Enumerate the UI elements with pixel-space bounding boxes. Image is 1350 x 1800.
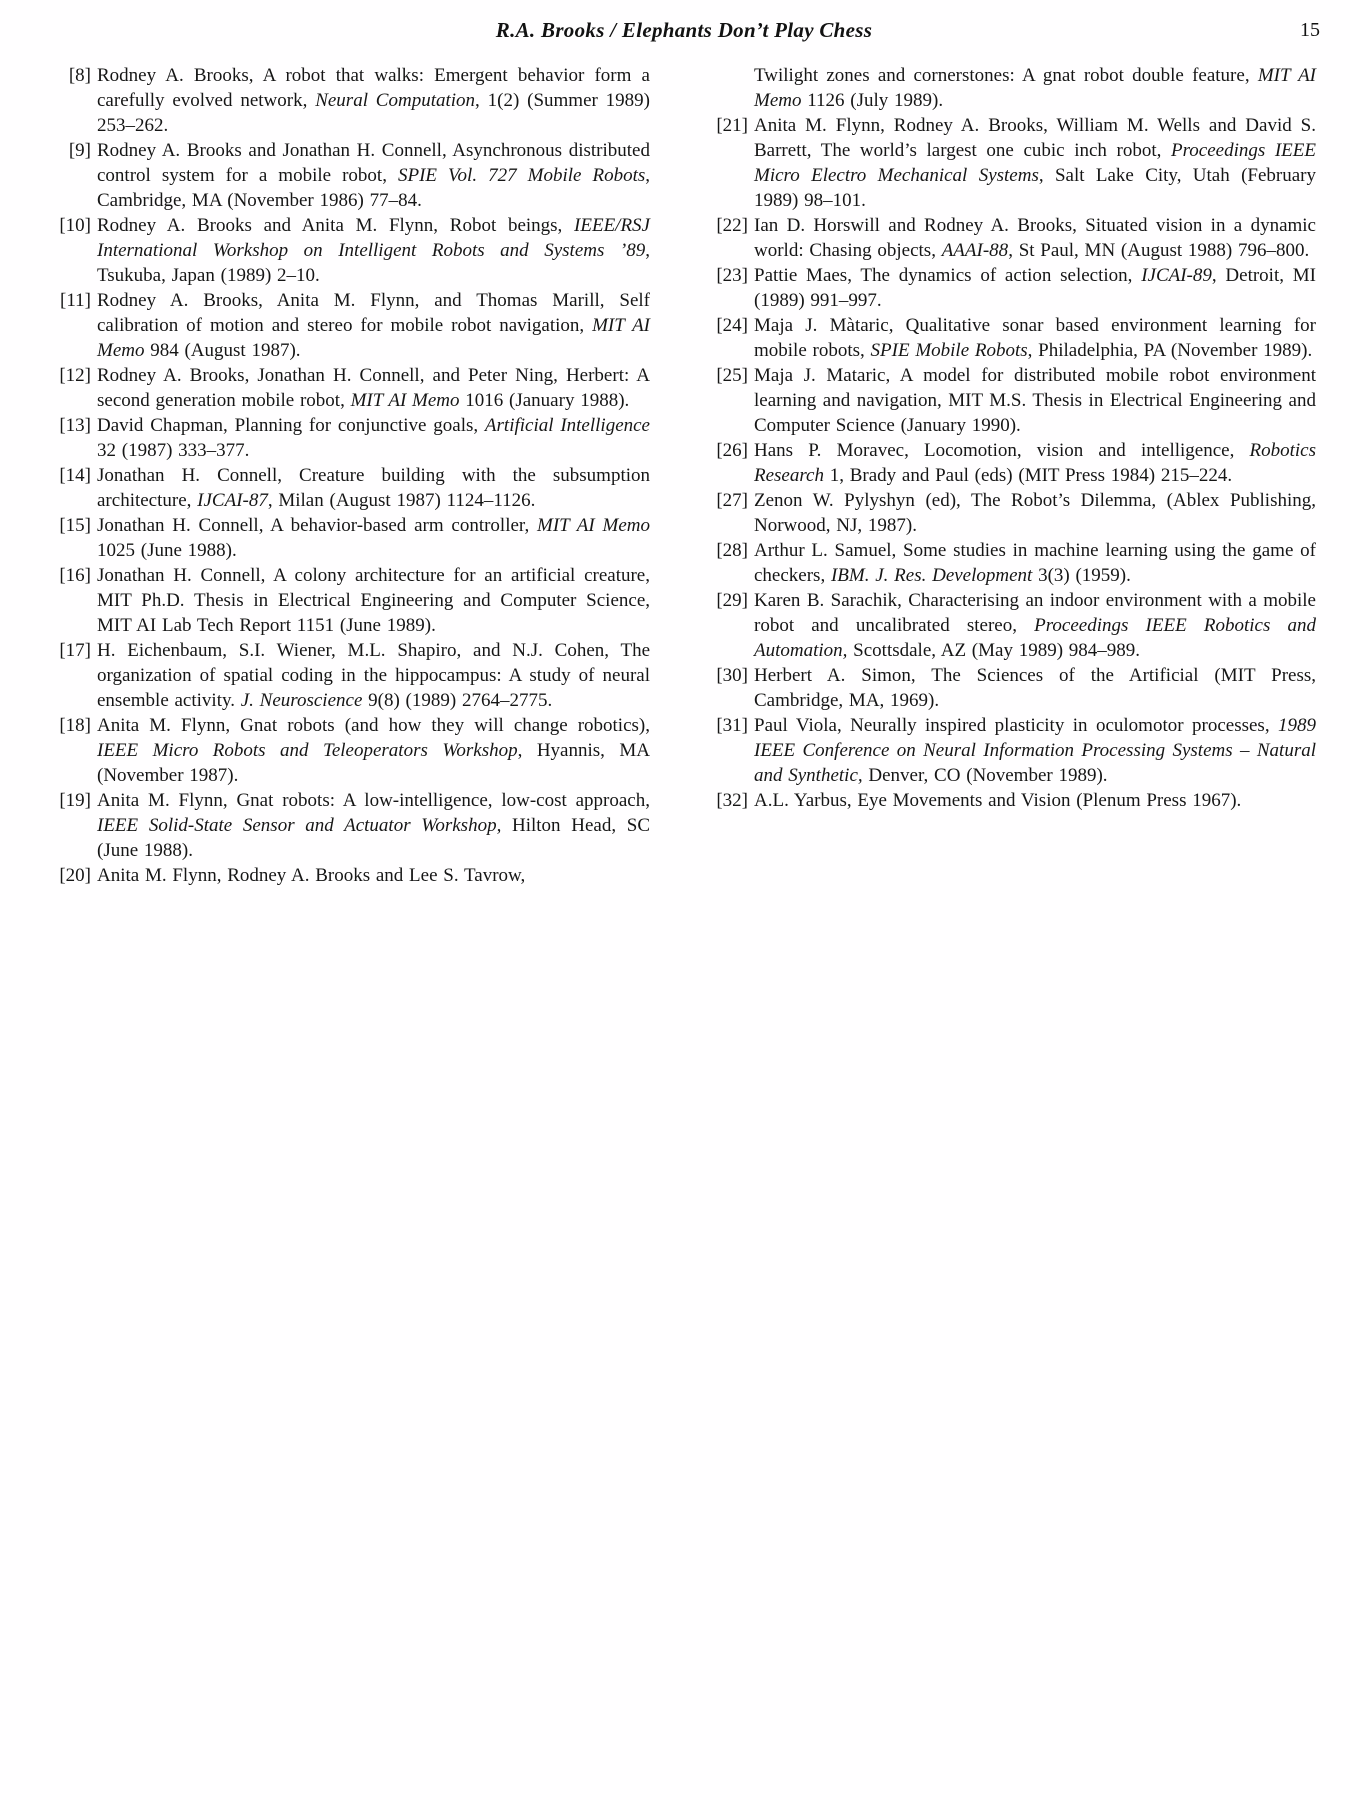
reference-text: Anita M. Flynn, Rodney A. Brooks, William M. Wells and David S. Barrett, The world’s largest one cubic inch robot, Proceedings IEEE Micro Electro Mechanical Systems, Salt Lake City, Utah (February 1989) 98–101. — [754, 115, 1317, 211]
reference-item — [58, 713, 650, 788]
reference-number: [29] — [716, 590, 748, 611]
reference-number: [23] — [716, 265, 748, 286]
reference-text: Twilight zones and cornerstones: A gnat robot double feature, MIT AI Memo 1126 (July 1989). — [754, 65, 1317, 111]
reference-text: Zenon W. Pylyshyn (ed), The Robot’s Dilemma, (Ablex Publishing, Norwood, NJ, 1987). — [754, 490, 1316, 536]
reference-item — [58, 213, 650, 288]
reference-text: Karen B. Sarachik, Characterising an indoor environment with a mobile robot and uncalibrated stereo, Proceedings IEEE Robotics and Automation, Scottsdale, AZ (May 1989) 984–989. — [754, 590, 1316, 661]
reference-text: Arthur L. Samuel, Some studies in machine learning using the game of checkers, IBM. J. Res. Development 3(3) (1959). — [754, 540, 1316, 586]
reference-text: Maja J. Màtaric, Qualitative sonar based environment learning for mobile robots, SPIE Mobile Robots, Philadelphia, PA (November 1989). — [754, 315, 1316, 361]
reference-text: Anita M. Flynn, Rodney A. Brooks and Lee S. Tavrow, — [97, 865, 526, 886]
references-column-left — [58, 63, 650, 888]
reference-text: Jonathan H. Connell, A behavior-based arm controller, MIT AI Memo 1025 (June 1988). — [97, 515, 650, 561]
reference-number: [19] — [59, 790, 91, 811]
reference-number: [8] — [68, 65, 91, 86]
reference-item — [58, 413, 650, 463]
reference-item — [715, 113, 1316, 213]
reference-text: H. Eichenbaum, S.I. Wiener, M.L. Shapiro, and N.J. Cohen, The organization of spatial coding in the hippocampus: A study of neural ensemble activity. J. Neuroscience 9(8) (1989) 2764–2775. — [97, 640, 650, 711]
reference-item — [58, 513, 650, 563]
reference-number: [14] — [59, 465, 91, 486]
reference-text: Anita M. Flynn, Gnat robots (and how they will change robotics), IEEE Micro Robots and Teleoperators Workshop, Hyannis, MA (November 1987). — [97, 715, 650, 786]
reference-number: [9] — [68, 140, 91, 161]
reference-number: [12] — [59, 365, 91, 386]
reference-item — [58, 863, 650, 888]
reference-number: [18] — [59, 715, 91, 736]
reference-number: [31] — [716, 715, 748, 736]
reference-text: Maja J. Mataric, A model for distributed mobile robot environment learning and navigation, MIT M.S. Thesis in Electrical Engineering and Computer Science (January 1990). — [754, 365, 1316, 436]
reference-number: [13] — [59, 415, 91, 436]
reference-item — [58, 463, 650, 513]
page-number: 15 — [1300, 19, 1320, 41]
reference-text: Ian D. Horswill and Rodney A. Brooks, Situated vision in a dynamic world: Chasing objects, AAAI-88, St Paul, MN (August 1988) 796–800. — [754, 215, 1316, 261]
references-column-right — [715, 63, 1316, 813]
reference-item — [715, 663, 1316, 713]
reference-item — [715, 538, 1316, 588]
reference-number: [24] — [716, 315, 748, 336]
reference-text: Rodney A. Brooks, A robot that walks: Emergent behavior form a carefully evolved network, Neural Computation, 1(2) (Summer 1989) 253–262. — [97, 65, 651, 136]
reference-item — [715, 488, 1316, 538]
reference-text: David Chapman, Planning for conjunctive goals, Artificial Intelligence 32 (1987) 333–377. — [97, 415, 650, 461]
reference-text: Jonathan H. Connell, Creature building with the subsumption architecture, IJCAI-87, Milan (August 1987) 1124–1126. — [97, 465, 650, 511]
reference-item — [715, 213, 1316, 263]
running-head-title: R.A. Brooks / Elephants Don’t Play Chess — [495, 18, 873, 42]
reference-item — [58, 363, 650, 413]
reference-item — [58, 288, 650, 363]
reference-item — [58, 788, 650, 863]
reference-text: Anita M. Flynn, Gnat robots: A low-intelligence, low-cost approach, IEEE Solid-State Sensor and Actuator Workshop, Hilton Head, SC (June 1988). — [97, 790, 650, 861]
reference-item — [58, 138, 650, 213]
reference-text: Rodney A. Brooks and Anita M. Flynn, Robot beings, IEEE/RSJ International Workshop on Intelligent Robots and Systems ’89, Tsukuba, Japan (1989) 2–10. — [97, 215, 650, 286]
reference-text: Rodney A. Brooks, Anita M. Flynn, and Thomas Marill, Self calibration of motion and stereo for mobile robot navigation, MIT AI Memo 984 (August 1987). — [97, 290, 651, 361]
reference-item — [58, 63, 650, 138]
reference-number: [27] — [716, 490, 748, 511]
reference-item — [715, 63, 1316, 113]
reference-item — [715, 713, 1316, 788]
reference-number: [26] — [716, 440, 748, 461]
reference-number: [10] — [59, 215, 91, 236]
reference-item — [715, 588, 1316, 663]
reference-item — [715, 438, 1316, 488]
reference-text: A.L. Yarbus, Eye Movements and Vision (Plenum Press 1967). — [754, 790, 1242, 811]
reference-number: [28] — [716, 540, 748, 561]
reference-number: [20] — [59, 865, 91, 886]
reference-item — [715, 263, 1316, 313]
reference-text: Paul Viola, Neurally inspired plasticity in oculomotor processes, 1989 IEEE Conference on Neural Information Processing Systems – Natural and Synthetic, Denver, CO (November 1989). — [754, 715, 1316, 786]
reference-item — [58, 563, 650, 638]
reference-number: [11] — [60, 290, 91, 311]
reference-text: Herbert A. Simon, The Sciences of the Artificial (MIT Press, Cambridge, MA, 1969). — [754, 665, 1316, 711]
reference-item — [715, 313, 1316, 363]
reference-text: Rodney A. Brooks, Jonathan H. Connell, and Peter Ning, Herbert: A second generation mobile robot, MIT AI Memo 1016 (January 1988). — [97, 365, 650, 411]
reference-number: [25] — [716, 365, 748, 386]
reference-number: [16] — [59, 565, 91, 586]
reference-number: [15] — [59, 515, 91, 536]
reference-number: [30] — [716, 665, 748, 686]
reference-number: [21] — [716, 115, 748, 136]
reference-item — [715, 788, 1316, 813]
reference-text: Jonathan H. Connell, A colony architecture for an artificial creature, MIT Ph.D. Thesis in Electrical Engineering and Computer Science, MIT AI Lab Tech Report 1151 (June 1989). — [97, 565, 650, 636]
reference-item — [58, 638, 650, 713]
reference-number: [32] — [716, 790, 748, 811]
reference-number: [17] — [59, 640, 91, 661]
reference-text: Rodney A. Brooks and Jonathan H. Connell, Asynchronous distributed control system for a mobile robot, SPIE Vol. 727 Mobile Robots, Cambridge, MA (November 1986) 77–84. — [97, 140, 651, 211]
reference-text: Pattie Maes, The dynamics of action selection, IJCAI-89, Detroit, MI (1989) 991–997. — [754, 265, 1316, 311]
reference-text: Hans P. Moravec, Locomotion, vision and intelligence, Robotics Research 1, Brady and Paul (eds) (MIT Press 1984) 215–224. — [754, 440, 1316, 486]
reference-number: [22] — [716, 215, 748, 236]
reference-item — [715, 363, 1316, 438]
